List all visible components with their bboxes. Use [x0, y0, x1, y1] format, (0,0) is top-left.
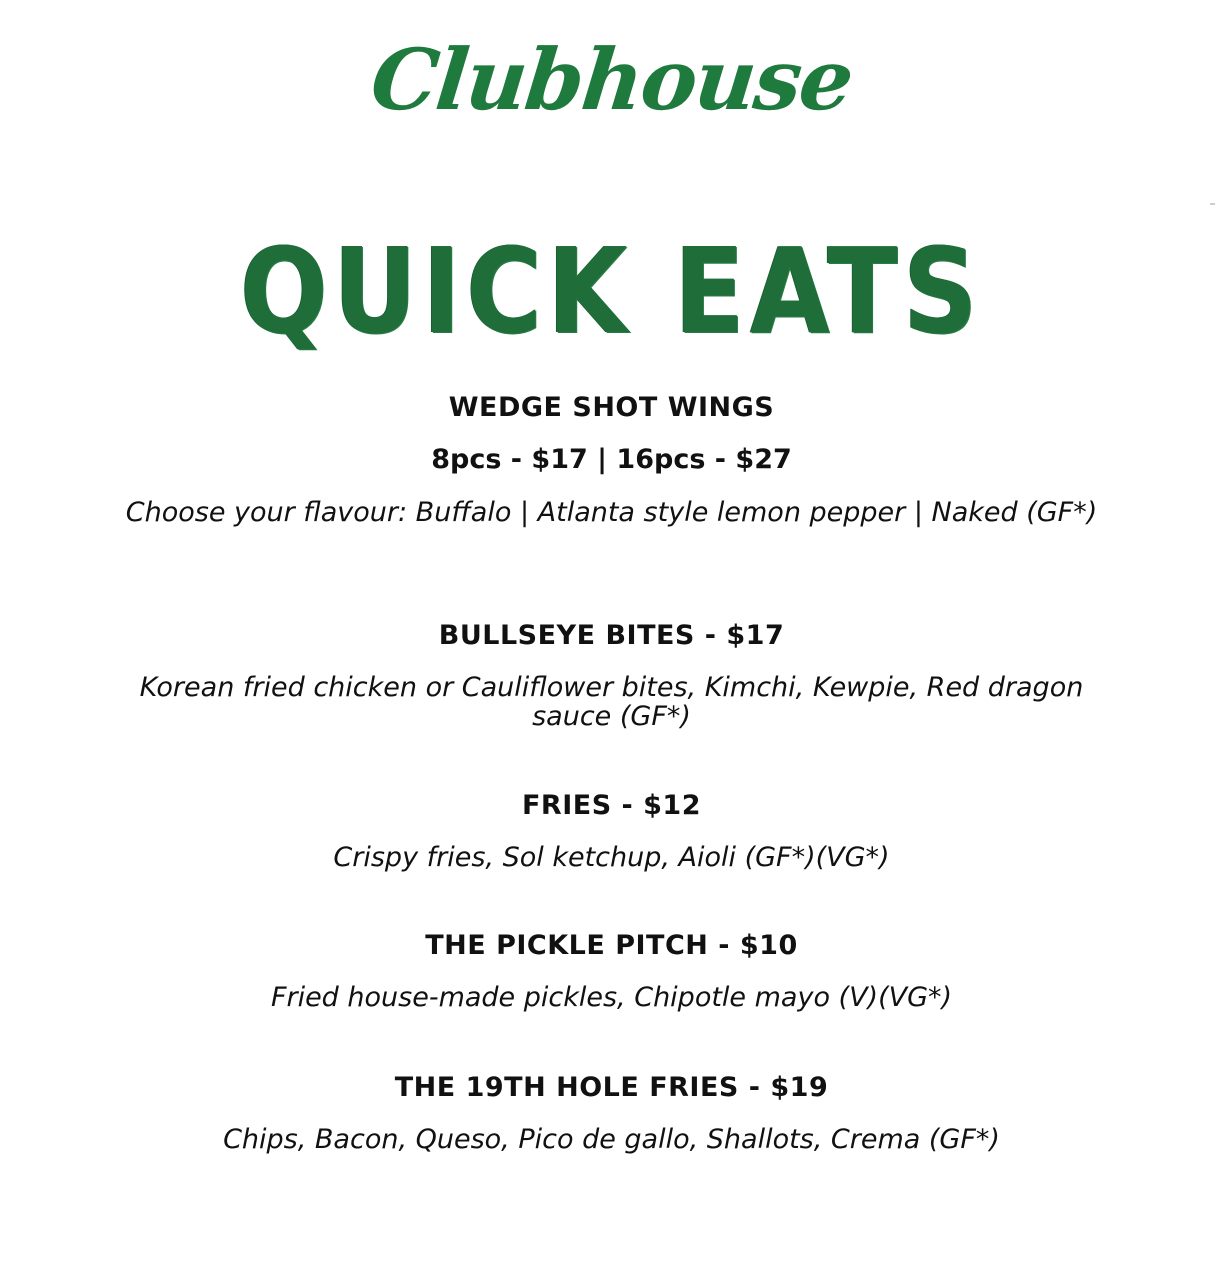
menu-item-name: BULLSEYE BITES - $17 — [438, 620, 785, 651]
menu-item-description: Fried house-made pickles, Chipotle mayo (V)(VG*) — [270, 982, 953, 1014]
menu-item-wedge-shot-wings — [0, 392, 1223, 527]
section-title — [49, 223, 1174, 361]
menu-item-name: THE 19TH HOLE FRIES - $19 — [394, 1072, 829, 1103]
menu-item-name: WEDGE SHOT WINGS — [448, 392, 775, 423]
menu-item-19th-hole-fries — [0, 1072, 1223, 1155]
menu-item-name: THE PICKLE PITCH - $10 — [425, 930, 798, 961]
menu-item-description: Crispy fries, Sol ketchup, Aioli (GF*)(VG*) — [333, 842, 890, 874]
menu-item-fries — [0, 790, 1223, 873]
menu-item-price: 8pcs - $17 | 16pcs - $27 — [431, 444, 792, 476]
menu-item-description: Chips, Bacon, Queso, Pico de gallo, Shallots, Crema (GF*) — [223, 1124, 1000, 1156]
brand-logo: Clubhouse — [366, 30, 857, 129]
menu-item-description: Choose your flavour: Buffalo | Atlanta style lemon pepper | Naked (GF*) — [125, 496, 1098, 528]
section-title-text: QUICK EATS — [240, 223, 983, 361]
decorative-mark — [1210, 203, 1215, 205]
menu-item-bullseye-bites — [0, 620, 1223, 731]
menu-item-description: Korean fried chicken or Cauliflower bites, Kimchi, Kewpie, Red dragon sauce (GF*) — [139, 672, 1084, 732]
menu-item-pickle-pitch — [0, 930, 1223, 1013]
menu-item-name: FRIES - $12 — [521, 790, 702, 821]
